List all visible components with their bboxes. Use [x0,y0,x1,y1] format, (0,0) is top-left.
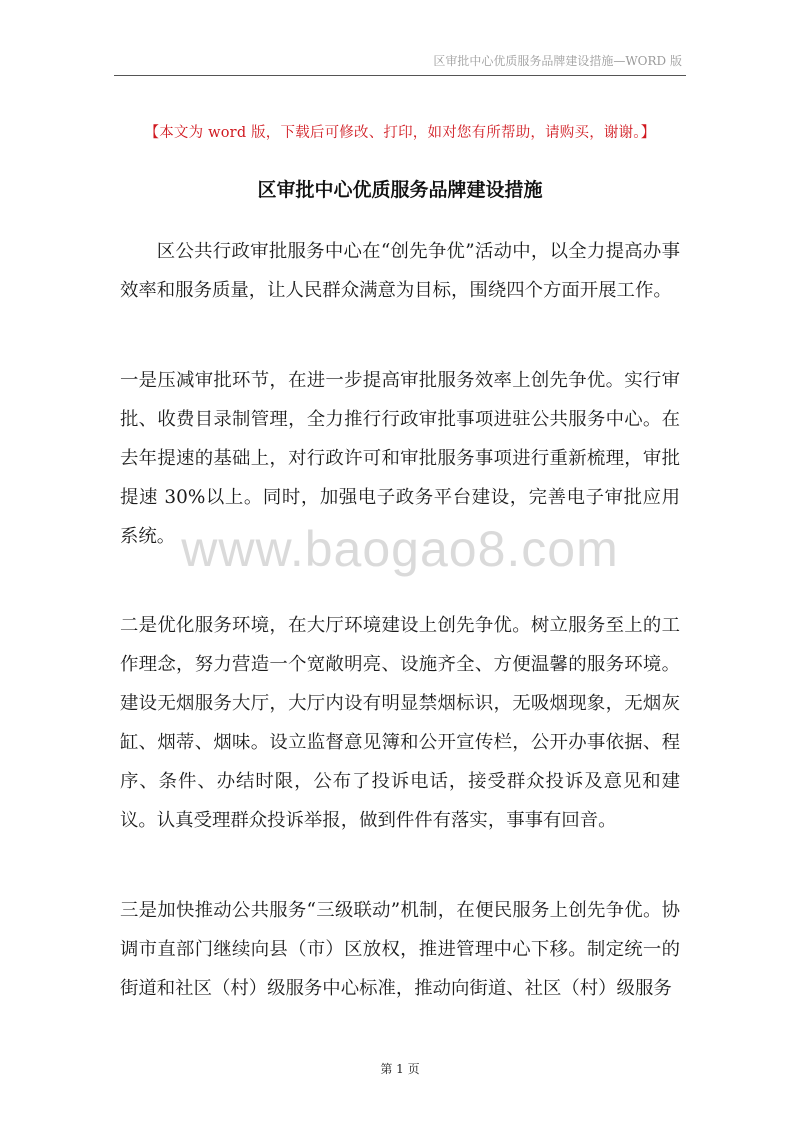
download-notice: 【本文为 word 版，下载后可修改、打印，如对您有所帮助，请购买，谢谢。】 [144,125,656,141]
paragraph-three: 三是加快推动公共服务“三级联动”机制，在便民服务上创先争优。协调市直部门继续向县（市）区放权，推进管理中心下移。制定统一的街道和社区（村）级服务中心标准，推动向街道、社区（村）级服务 [120,900,680,999]
paragraph-intro: 区公共行政审批服务中心在“创先争优”活动中，以全力提高办事效率和服务质量，让人民群众满意为目标，围绕四个方面开展工作。 [120,241,680,301]
paragraph-two: 二是优化服务环境，在大厅环境建设上创先争优。树立服务至上的工作理念，努力营造一个宽敞明亮、设施齐全、方便温馨的服务环境。建设无烟服务大厅，大厅内设有明显禁烟标识，无吸烟现象，无烟灰缸、烟蒂、烟味。设立监督意见簿和公开宣传栏，公开办事依据、程序、条件、办结时限，公布了投诉电话，接受群众投诉及意见和建议。认真受理群众投诉举报，做到件件有落实，事事有回音。 [120,615,680,831]
running-header: 区审批中心优质服务品牌建设措施—WORD 版 [433,54,682,68]
document-title: 区审批中心优质服务品牌建设措施 [257,179,543,201]
watermark: www.baogao8.com [181,521,619,577]
page-number: 第 1 页 [380,1062,420,1076]
header-divider [114,75,686,76]
paragraph-one: 一是压减审批环节，在进一步提高审批服务效率上创先争优。实行审批、收费目录制管理，全力推行行政审批事项进驻公共服务中心。在去年提速的基础上，对行政许可和审批服务事项进行重新梳理，审批提速 30%以上。同时，加强电子政务平台建设，完善电子审批应用系统。 [120,370,680,547]
